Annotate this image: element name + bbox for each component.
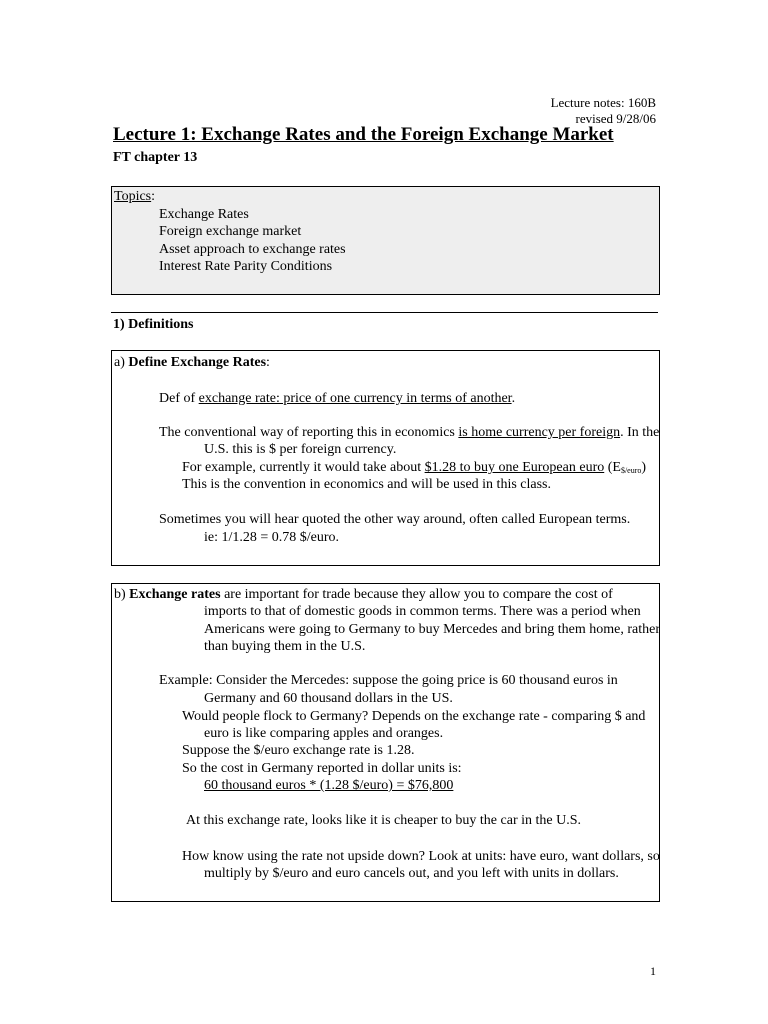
topics-heading xyxy=(114,188,155,205)
convention-suffix: . In the xyxy=(620,425,660,440)
example-close: ) xyxy=(641,460,647,475)
part-a-heading xyxy=(114,354,270,371)
lecture-notes-label: Lecture notes: 160B xyxy=(550,95,656,110)
european-terms-line: Sometimes you will hear quoted the other way around, often called European terms. xyxy=(159,512,631,527)
example-subscript: $/euro xyxy=(620,466,642,475)
topic-item-3: Asset approach to exchange rates xyxy=(159,242,346,257)
convention-line-2: U.S. this is $ per foreign currency. xyxy=(204,442,397,457)
definition-text: exchange rate: price of one currency in terms of another xyxy=(198,391,512,406)
page-title: Lecture 1: Exchange Rates and the Foreign Exchange Market xyxy=(113,124,614,145)
topic-item-1: Exchange Rates xyxy=(159,207,249,222)
part-b-line-1 xyxy=(114,586,613,603)
section-divider xyxy=(111,312,658,313)
definition-box-a xyxy=(111,350,660,566)
example-b-conclusion: At this exchange rate, looks like it is cheaper to buy the car in the U.S. xyxy=(186,813,582,828)
topics-colon: : xyxy=(151,189,156,204)
topic-item-2: Foreign exchange market xyxy=(159,224,302,239)
topics-label: Topics xyxy=(114,189,152,204)
definition-prefix: Def of xyxy=(159,391,199,406)
definition-line xyxy=(159,390,515,407)
part-b-line-1-rest: are important for trade because they allow you to compare the cost of xyxy=(220,587,613,602)
chapter-reference: FT chapter 13 xyxy=(113,150,198,165)
example-rate: $1.28 to buy one European euro xyxy=(424,460,605,475)
example-b-line-4: euro is like comparing apples and oranges. xyxy=(204,726,444,741)
example-symbol: (E xyxy=(604,460,621,475)
example-b-calculation: 60 thousand euros * (1.28 $/euro) = $76,800 xyxy=(204,778,454,793)
units-line-2: multiply by $/euro and euro cancels out, and you left with units in dollars. xyxy=(204,866,619,881)
part-b-prefix: b) xyxy=(114,587,130,602)
example-b-line-1: Example: Consider the Mercedes: suppose the going price is 60 thousand euros in xyxy=(159,673,618,688)
part-a-prefix: a) xyxy=(114,355,129,370)
example-b-line-2: Germany and 60 thousand dollars in the US. xyxy=(204,691,453,706)
convention-prefix: The conventional way of reporting this in economics xyxy=(159,425,459,440)
topic-item-4: Interest Rate Parity Conditions xyxy=(159,259,333,274)
part-a-colon: : xyxy=(266,355,270,370)
part-b-line-3: Americans were going to Germany to buy Mercedes and bring them home, rather xyxy=(204,622,661,637)
example-prefix: For example, currently it would take about xyxy=(182,460,425,475)
part-b-line-4: than buying them in the U.S. xyxy=(204,639,366,654)
convention-note: This is the convention in economics and will be used in this class. xyxy=(182,477,551,492)
convention-key: is home currency per foreign xyxy=(458,425,621,440)
part-b-line-2: imports to that of domestic goods in common terms. There was a period when xyxy=(204,604,641,619)
revised-date: revised 9/28/06 xyxy=(575,111,656,126)
page-number: 1 xyxy=(650,964,656,978)
european-terms-example: ie: 1/1.28 = 0.78 $/euro. xyxy=(204,530,340,545)
units-line-1: How know using the rate not upside down? Look at units: have euro, want dollars, so xyxy=(182,849,660,864)
example-b-line-3: Would people flock to Germany? Depends on the exchange rate - comparing $ and xyxy=(182,709,646,724)
header-meta xyxy=(551,95,656,127)
part-b-title: Exchange rates xyxy=(129,587,221,602)
example-b-line-5: Suppose the $/euro exchange rate is 1.28. xyxy=(182,743,415,758)
section-heading: 1) Definitions xyxy=(113,317,194,332)
convention-line-1 xyxy=(159,424,659,441)
example-b-line-6: So the cost in Germany reported in dollar units is: xyxy=(182,761,462,776)
definition-suffix: . xyxy=(511,391,516,406)
part-a-title: Define Exchange Rates xyxy=(128,355,267,370)
